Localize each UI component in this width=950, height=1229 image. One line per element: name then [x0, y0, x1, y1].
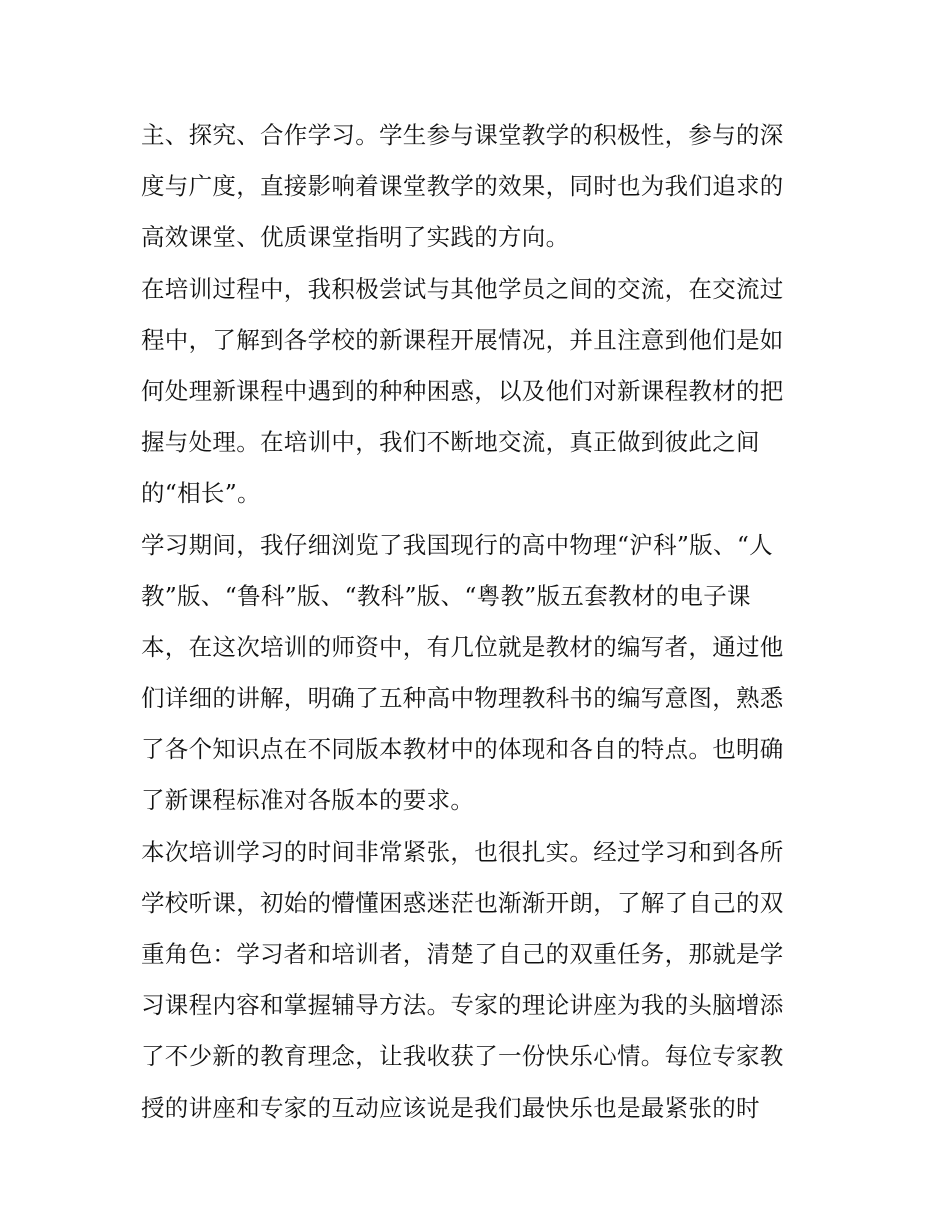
text-line: 何处理新课程中遇到的种种困惑，以及他们对新课程教材的把	[141, 376, 784, 405]
text-line: 了不少新的教育理念，让我收获了一份快乐心情。每位专家教	[141, 1042, 784, 1071]
text-line: 主、探究、合作学习。学生参与课堂教学的积极性，参与的深	[141, 121, 784, 149]
text-line: 本，在这次培训的师资中，有几位就是教材的编写者，通过他	[141, 632, 784, 661]
text-line: 了各个知识点在不同版本教材中的体现和各自的特点。也明确	[141, 735, 784, 764]
text-line: 习课程内容和掌握辅导方法。专家的理论讲座为我的头脑增添	[141, 991, 784, 1020]
text-line: 的“相长”。	[141, 479, 261, 508]
text-line: 程中，了解到各学校的新课程开展情况，并且注意到他们是如	[141, 325, 784, 354]
text-line: 高效课堂、优质课堂指明了实践的方向。	[141, 223, 570, 252]
text-line: 教”版、“鲁科”版、“教科”版、“粤教”版五套教材的电子课	[141, 581, 751, 610]
text-line: 们详细的讲解，明确了五种高中物理教科书的编写意图，熟悉	[141, 684, 784, 713]
text-line: 握与处理。在培训中，我们不断地交流，真正做到彼此之间	[141, 428, 760, 457]
text-line: 学习期间，我仔细浏览了我国现行的高中物理“沪科”版、“人	[141, 530, 773, 559]
text-line: 重角色：学习者和培训者，清楚了自己的双重任务，那就是学	[141, 940, 784, 968]
document-body	[141, 110, 821, 1134]
text-line: 授的讲座和专家的互动应该说是我们最快乐也是最紧张的时	[141, 1093, 760, 1122]
text-line: 学校听课，初始的懵懂困惑迷茫也渐渐开朗，了解了自己的双	[141, 888, 784, 917]
text-line: 了新课程标准对各版本的要求。	[141, 786, 475, 815]
text-line: 度与广度，直接影响着课堂教学的效果，同时也为我们追求的	[141, 172, 784, 201]
text-line: 在培训过程中，我积极尝试与其他学员之间的交流，在交流过	[141, 274, 784, 303]
text-line: 本次培训学习的时间非常紧张，也很扎实。经过学习和到各所	[141, 837, 784, 866]
